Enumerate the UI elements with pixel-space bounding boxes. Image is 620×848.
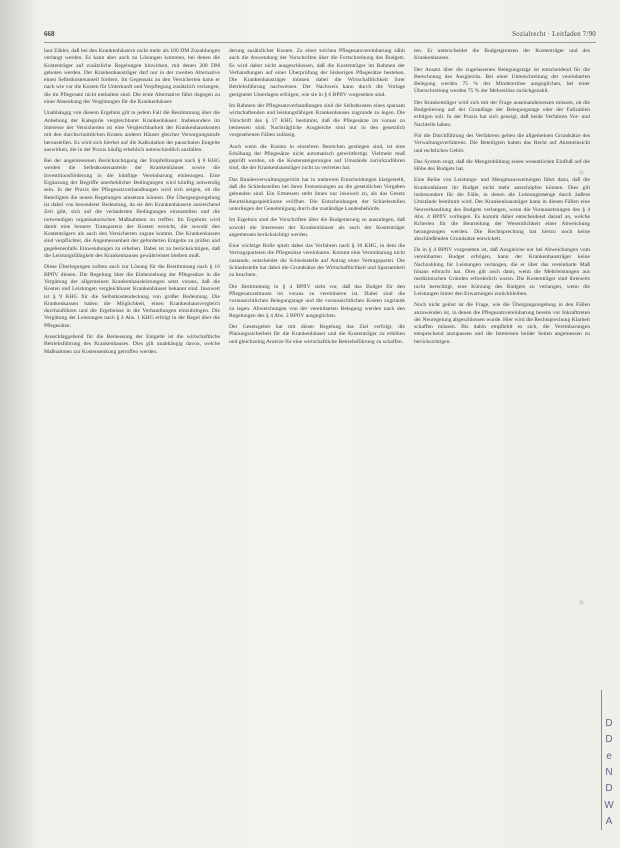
paragraph: Bei der angemessenen Berücksichtigung der Empfehlungen nach § 8 KHG werden die Selbstkostenanteile der Krankenhäuser sowie die Investitionsförderung in die künftige Vereinbarung einbezogen. Eine Ergänzung der Begriffe unerheblicher Bedingungen wird künftig notwendig sein. In der Praxis der Pflegesatzverhandlungen wird sich zeigen, ob die Beteiligten die neuen Regelungen umsetzen können. Die Übergangsregelung ist dabei von besonderer Bedeutung, da sie den Krankenhäusern ausreichend Zeit gibt, sich auf die veränderten Bedingungen einzustellen und die notwendigen organisatorischen Maßnahmen zu treffen. Im Ergebnis wird damit eine bessere Transparenz der Kosten erreicht, die sowohl den Kostenträgern als auch den Versicherten zugute kommt. Die Krankenkassen sind verpflichtet, die Angemessenheit der geforderten Entgelte zu prüfen und gegebenenfalls Einwendungen zu erheben. Dabei ist zu berücksichtigen, daß die Leistungsfähigkeit des Krankenhauses gewährleistet bleiben muß.: [44, 158, 220, 260]
paragraph: Das System zeigt, daß die Mengenbildung einen wesentlichen Einfluß auf die Höhe des Budgets hat.: [414, 158, 590, 173]
paragraph: Der Krankenträger wird sich mit der Frage auseinandersetzen müssen, ob die Budgetierung auf der Grundlage der Belegungstage oder der Fallzahlen erfolgen soll. In der Praxis hat sich gezeigt, daß beide Verfahren Vor- und Nachteile haben.: [414, 99, 590, 128]
side-tab-letter: A: [605, 815, 613, 827]
paragraph: Eine wichtige Rolle spielt dabei das Verfahren nach § 18 KHG, in dem die Vertragsparteien die Pflegesätze vereinbaren. Kommt eine Vereinbarung nicht zustande, entscheidet die Schiedsstelle auf Antrag einer Vertragspartei. Die Schiedsstelle hat dabei die Grundsätze der Wirtschaftlichkeit und Sparsamkeit zu beachten.: [229, 243, 405, 279]
binding-shadow: [0, 0, 40, 848]
side-tab-letter: N: [605, 766, 613, 778]
paragraph: Der Ansatz über die zugelassenen Belegungstage ist entscheidend für die Berechnung des Ausgleichs. Bei einer Unterschreitung der vereinbarten Belegung werden 75 % der Mindererlöse ausgeglichen, bei einer Überschreitung werden 75 % der Mehrerlöse zurückgezahlt.: [414, 66, 590, 95]
side-tab-letter: e: [606, 750, 612, 762]
paragraph: Eine Reihe von Leistungs- und Mengenausweitungen führt dazu, daß die Krankenhäuser ihr Budget nicht mehr ausschöpfen können. Dies gilt insbesondere für die Fälle, in denen die Leistungsmenge durch äußere Umstände bestimmt wird. Der Krankenhausträger kann in diesen Fällen eine Neuverhandlung des Budgets verlangen, wenn die Voraussetzungen des § 4 Abs. 4 BPflV vorliegen. Es kommt daher entscheidend darauf an, welche Kriterien für die Beurteilung der Wesentlichkeit einer Abweichung herangezogen werden. Die Rechtsprechung hat hierzu noch keine abschließenden Grundsätze entwickelt.: [414, 177, 590, 242]
paragraph: Noch nicht gelöst ist die Frage, wie die Übergangsregelung in den Fällen anzuwenden ist, in denen die Pflegesatzvereinbarung bereits vor Inkrafttreten der Neuregelung abgeschlossen wurde. Hier wird die Rechtsprechung Klarheit schaffen müssen. Bis dahin empfiehlt es sich, die Vereinbarungen entsprechend anzupassen und die Interessen beider Seiten angemessen zu berücksichtigen.: [414, 302, 590, 345]
text-column-2: [229, 48, 405, 833]
running-title: Sozialrecht · Leitfaden 7/90: [512, 30, 596, 38]
paragraph: derung zusätzlicher Kosten. Zu einer solchen Pflegesatzvereinbarung zählt auch die Anwendung der Vorschriften über die Fortschreibung des Budgets. Es wird daher nicht ausgeschlossen, daß die Kostenträger im Rahmen der Verhandlungen auf einer Überprüfung der bisherigen Pflegesätze bestehen. Die Krankenhausträger müssen dabei die Wirtschaftlichkeit ihrer Betriebsführung nachweisen. Der Nachweis kann durch die Vorlage geeigneter Unterlagen erfolgen, wie sie in § 6 BPflV vorgesehen sind.: [229, 48, 405, 98]
punch-hole-mark: [579, 600, 584, 605]
side-tab-letters: [602, 718, 616, 828]
paragraph: ten. Er unterscheidet die Budgetgrenzen der Kostenträger und des Krankenhauses.: [414, 48, 590, 62]
text-column-1: [44, 48, 220, 833]
paragraph: Im Rahmen der Pflegesatzverhandlungen sind die Selbstkosten eines sparsam wirtschaftenden und leistungsfähigen Krankenhauses zugrunde zu legen. Die Vorschrift des § 17 KHG bestimmt, daß die Pflegesätze im voraus zu bemessen sind. Nachträgliche Ausgleiche sind nur in den gesetzlich vorgesehenen Fällen zulässig.: [229, 103, 405, 139]
side-tab-letter: D: [605, 718, 613, 729]
side-tab-letter: D: [605, 783, 613, 795]
paragraph: Das Bundesverwaltungsgericht hat in mehreren Entscheidungen klargestellt, daß die Schiedsstellen bei ihren Festsetzungen an die gesetzlichen Vorgaben gebunden sind. Ein Ermessen steht ihnen nur insoweit zu, als das Gesetz Beurteilungsspielräume eröffnet. Die Entscheidungen der Schiedsstellen unterliegen der Genehmigung durch die zuständige Landesbehörde.: [229, 176, 405, 212]
punch-hole-mark: [579, 170, 584, 175]
page-number: 668: [44, 30, 55, 38]
paragraph: Unabhängig von diesem Ergebnis gilt in jedem Fall die Bestimmung über die Anhebung der Kategorie vergleichbarer Krankenhäuser. Insbesondere im Interesse der Versicherten ist eine Vergleichbarkeit der Krankenhauskosten mit den durchschnittlichen Kosten anderer Häuser gleicher Versorgungsstufe herzustellen. Es wird sich hierbei auf die Kalkulation der pauschalen Entgelte auswirken, die in der Praxis häufig erheblich unterschiedlich ausfallen.: [44, 110, 220, 153]
header-rule: [44, 42, 596, 43]
paragraph: Die Bestimmung in § 4 BPflV sieht vor, daß das Budget für den Pflegesatzzeitraum im voraus zu vereinbaren ist. Dabei sind die voraussichtlichen Belegungstage und die voraussichtlichen Kosten zugrunde zu legen. Abweichungen von der vereinbarten Belegung werden nach den Regelungen des § 4 Abs. 2 BPflV ausgeglichen.: [229, 283, 405, 319]
paragraph: Im Ergebnis sind die Vorschriften über die Budgetierung so auszulegen, daß sowohl die Interessen der Krankenhäuser als auch der Kostenträger angemessen berücksichtigt werden.: [229, 217, 405, 238]
paragraph: Auch wenn die Kosten in einzelnen Bereichen gestiegen sind, ist eine Erhöhung der Pflegesätze nicht automatisch gerechtfertigt. Vielmehr muß geprüft werden, ob die Kostensteigerungen auf Umstände zurückzuführen sind, die der Krankenhausträger nicht zu vertreten hat.: [229, 143, 405, 172]
paragraph: laut Zähler, daß bei den Krankenhäusern nicht mehr als 100 DM Zuzahlungen verlangt werden. Es kann aber auch zu Lösungen kommen, bei denen die Kostenträger auf zusätzliche Regelungen hinwirken, mit denen 200 DM geboten werden. Der Krankenhausträger darf nur in der zweiten Alternative einen Selbstkostenanteil fordern. Im Gegensatz zu den Versicherten kann er nach wie vor die Kosten für Unterkunft und Verpflegung zusätzlich verlangen, die im Pflegesatz nicht enthalten sind. Die erste Alternative führt dagegen zu einer Absenkung der Vergütungen für die Krankenhäuser.: [44, 48, 220, 106]
side-tab-letter: D: [605, 734, 613, 746]
paragraph: Ausschlaggebend für die Bemessung der Entgelte ist die wirtschaftliche Betriebsführung des Krankenhauses. Dies gilt unabhängig davon, welche Maßnahmen zur Kostensenkung getroffen werden.: [44, 333, 220, 355]
side-tab-letter: W: [604, 799, 614, 811]
paragraph: Für die Durchführung des Verfahrens gelten die allgemeinen Grundsätze des Verwaltungsverfahrens. Die Beteiligten haben das Recht auf Akteneinsicht und rechtliches Gehör.: [414, 132, 590, 154]
paragraph: Da in § 4 BPflV vorgesehen ist, daß Ausgleiche nur bei Abweichungen vom vereinbarten Budget erfolgen, kann der Krankenhausträger keine Nachzahlung für Leistungen verlangen, die er über das vereinbarte Maß hinaus erbracht hat. Dies gilt auch dann, wenn die Mehrleistungen aus medizinischen Gründen erforderlich waren. Die Kostenträger sind ihrerseits nicht berechtigt, eine Kürzung des Budgets zu verlangen, wenn die Leistungen hinter den Erwartungen zurückbleiben.: [414, 247, 590, 297]
paragraph: Der Gesetzgeber hat mit dieser Regelung das Ziel verfolgt, die Planungssicherheit für die Krankenhäuser und die Kostenträger zu erhöhen und gleichzeitig Anreize für eine wirtschaftliche Betriebsführung zu schaffen.: [229, 324, 405, 345]
paragraph: Diese Überlegungen sollten auch zur Lösung für die Bestimmung nach § 16 BPflV dienen. Die Regelung über die Einbeziehung der Pflegesätze in die Vergütung der allgemeinen Krankenhausleistungen setzt voraus, daß die Kosten und Leistungen vergleichbarer Krankenhäuser bekannt sind. Insoweit ist § 9 KHG für die Selbstkostendeckung von großer Bedeutung. Die Krankenkassen haben die Möglichkeit, einen Krankenhausvergleich durchzuführen und die Ergebnisse in die Verhandlungen einzubringen. Die Vergütung der Leistungen nach § 4 Abs. 1 KHG erfolgt in der Regel über die Pflegesätze.: [44, 264, 220, 329]
text-column-3: [414, 48, 590, 833]
text-columns: [44, 48, 590, 833]
